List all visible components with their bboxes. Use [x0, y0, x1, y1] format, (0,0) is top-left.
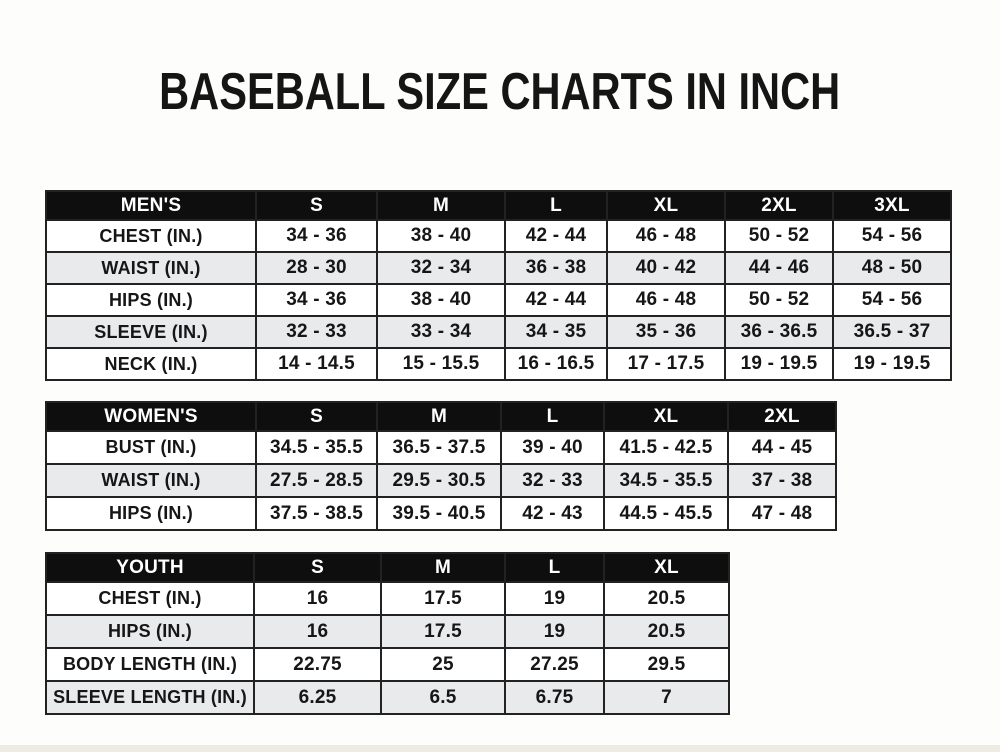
size-value-cell: 25 [381, 648, 505, 681]
size-value-cell: 54 - 56 [833, 284, 951, 316]
size-value-cell: 34.5 - 35.5 [604, 464, 728, 497]
measurement-row-sleeve [46, 316, 951, 348]
size-value-cell: 19 [505, 615, 604, 648]
size-value-cell: 41.5 - 42.5 [604, 431, 728, 464]
size-value-cell: 16 - 16.5 [505, 348, 607, 380]
size-value-cell: 44 - 46 [725, 252, 833, 284]
size-value-cell: 39.5 - 40.5 [377, 497, 501, 530]
column-header-xl: XL [607, 191, 725, 220]
size-value-cell: 16 [254, 615, 381, 648]
size-value-cell: 27.25 [505, 648, 604, 681]
size-value-cell: 36 - 36.5 [725, 316, 833, 348]
column-header-xl: XL [604, 553, 729, 582]
size-value-cell: 46 - 48 [607, 220, 725, 252]
size-value-cell: 32 - 34 [377, 252, 505, 284]
size-value-cell: 34 - 36 [256, 284, 377, 316]
row-label: SLEEVE (IN.) [46, 316, 256, 348]
size-value-cell: 50 - 52 [725, 220, 833, 252]
size-value-cell: 16 [254, 582, 381, 615]
row-label: WAIST (IN.) [46, 464, 256, 497]
youth-header-row [46, 553, 729, 582]
size-value-cell: 50 - 52 [725, 284, 833, 316]
size-value-cell: 34.5 - 35.5 [256, 431, 377, 464]
column-header-m: M [381, 553, 505, 582]
measurement-row-waist [46, 252, 951, 284]
size-value-cell: 36.5 - 37 [833, 316, 951, 348]
size-value-cell: 6.5 [381, 681, 505, 714]
size-value-cell: 42 - 44 [505, 284, 607, 316]
column-header-s: S [254, 553, 381, 582]
row-label: BODY LENGTH (IN.) [46, 648, 254, 681]
size-value-cell: 40 - 42 [607, 252, 725, 284]
size-value-cell: 36.5 - 37.5 [377, 431, 501, 464]
row-label: HIPS (IN.) [46, 615, 254, 648]
measurement-row-bust [46, 431, 836, 464]
size-chart-title: BASEBALL SIZE CHARTS IN INCH [159, 63, 841, 121]
womens-header-row [46, 402, 836, 431]
size-value-cell: 29.5 - 30.5 [377, 464, 501, 497]
size-value-cell: 7 [604, 681, 729, 714]
column-header-womens: WOMEN'S [46, 402, 256, 431]
size-value-cell: 36 - 38 [505, 252, 607, 284]
column-header-s: S [256, 402, 377, 431]
size-value-cell: 22.75 [254, 648, 381, 681]
column-header-l: L [505, 553, 604, 582]
measurement-row-hips [46, 615, 729, 648]
measurement-row-hips [46, 497, 836, 530]
size-value-cell: 20.5 [604, 582, 729, 615]
size-value-cell: 17.5 [381, 615, 505, 648]
size-value-cell: 29.5 [604, 648, 729, 681]
size-value-cell: 14 - 14.5 [256, 348, 377, 380]
size-value-cell: 42 - 43 [501, 497, 604, 530]
size-value-cell: 42 - 44 [505, 220, 607, 252]
row-label: NECK (IN.) [46, 348, 256, 380]
row-label: CHEST (IN.) [46, 220, 256, 252]
size-value-cell: 6.25 [254, 681, 381, 714]
measurement-row-chest [46, 220, 951, 252]
size-value-cell: 19 - 19.5 [833, 348, 951, 380]
size-value-cell: 34 - 36 [256, 220, 377, 252]
size-value-cell: 37.5 - 38.5 [256, 497, 377, 530]
size-value-cell: 6.75 [505, 681, 604, 714]
size-value-cell: 38 - 40 [377, 220, 505, 252]
measurement-row-hips [46, 284, 951, 316]
size-value-cell: 54 - 56 [833, 220, 951, 252]
size-value-cell: 44.5 - 45.5 [604, 497, 728, 530]
row-label: SLEEVE LENGTH (IN.) [46, 681, 254, 714]
size-value-cell: 28 - 30 [256, 252, 377, 284]
page-bottom-edge [0, 745, 1000, 752]
size-value-cell: 19 - 19.5 [725, 348, 833, 380]
size-value-cell: 27.5 - 28.5 [256, 464, 377, 497]
size-value-cell: 19 [505, 582, 604, 615]
size-value-cell: 17.5 [381, 582, 505, 615]
page-header [0, 62, 1000, 122]
mens-size-table [45, 190, 952, 381]
size-value-cell: 44 - 45 [728, 431, 836, 464]
row-label: HIPS (IN.) [46, 284, 256, 316]
size-value-cell: 48 - 50 [833, 252, 951, 284]
column-header-l: L [505, 191, 607, 220]
size-value-cell: 47 - 48 [728, 497, 836, 530]
size-value-cell: 20.5 [604, 615, 729, 648]
column-header-2xl: 2XL [725, 191, 833, 220]
womens-size-table [45, 401, 837, 531]
size-value-cell: 38 - 40 [377, 284, 505, 316]
measurement-row-chest [46, 582, 729, 615]
size-value-cell: 39 - 40 [501, 431, 604, 464]
youth-size-table [45, 552, 730, 715]
column-header-youth: YOUTH [46, 553, 254, 582]
measurement-row-body-length [46, 648, 729, 681]
row-label: HIPS (IN.) [46, 497, 256, 530]
column-header-mens: MEN'S [46, 191, 256, 220]
size-value-cell: 34 - 35 [505, 316, 607, 348]
column-header-2xl: 2XL [728, 402, 836, 431]
column-header-l: L [501, 402, 604, 431]
column-header-s: S [256, 191, 377, 220]
column-header-3xl: 3XL [833, 191, 951, 220]
size-value-cell: 35 - 36 [607, 316, 725, 348]
row-label: BUST (IN.) [46, 431, 256, 464]
size-value-cell: 32 - 33 [256, 316, 377, 348]
column-header-m: M [377, 402, 501, 431]
row-label: CHEST (IN.) [46, 582, 254, 615]
mens-header-row [46, 191, 951, 220]
size-value-cell: 17 - 17.5 [607, 348, 725, 380]
size-value-cell: 37 - 38 [728, 464, 836, 497]
measurement-row-sleeve-length [46, 681, 729, 714]
size-value-cell: 33 - 34 [377, 316, 505, 348]
column-header-m: M [377, 191, 505, 220]
measurement-row-neck [46, 348, 951, 380]
measurement-row-waist [46, 464, 836, 497]
row-label: WAIST (IN.) [46, 252, 256, 284]
size-value-cell: 15 - 15.5 [377, 348, 505, 380]
column-header-xl: XL [604, 402, 728, 431]
size-value-cell: 46 - 48 [607, 284, 725, 316]
size-value-cell: 32 - 33 [501, 464, 604, 497]
